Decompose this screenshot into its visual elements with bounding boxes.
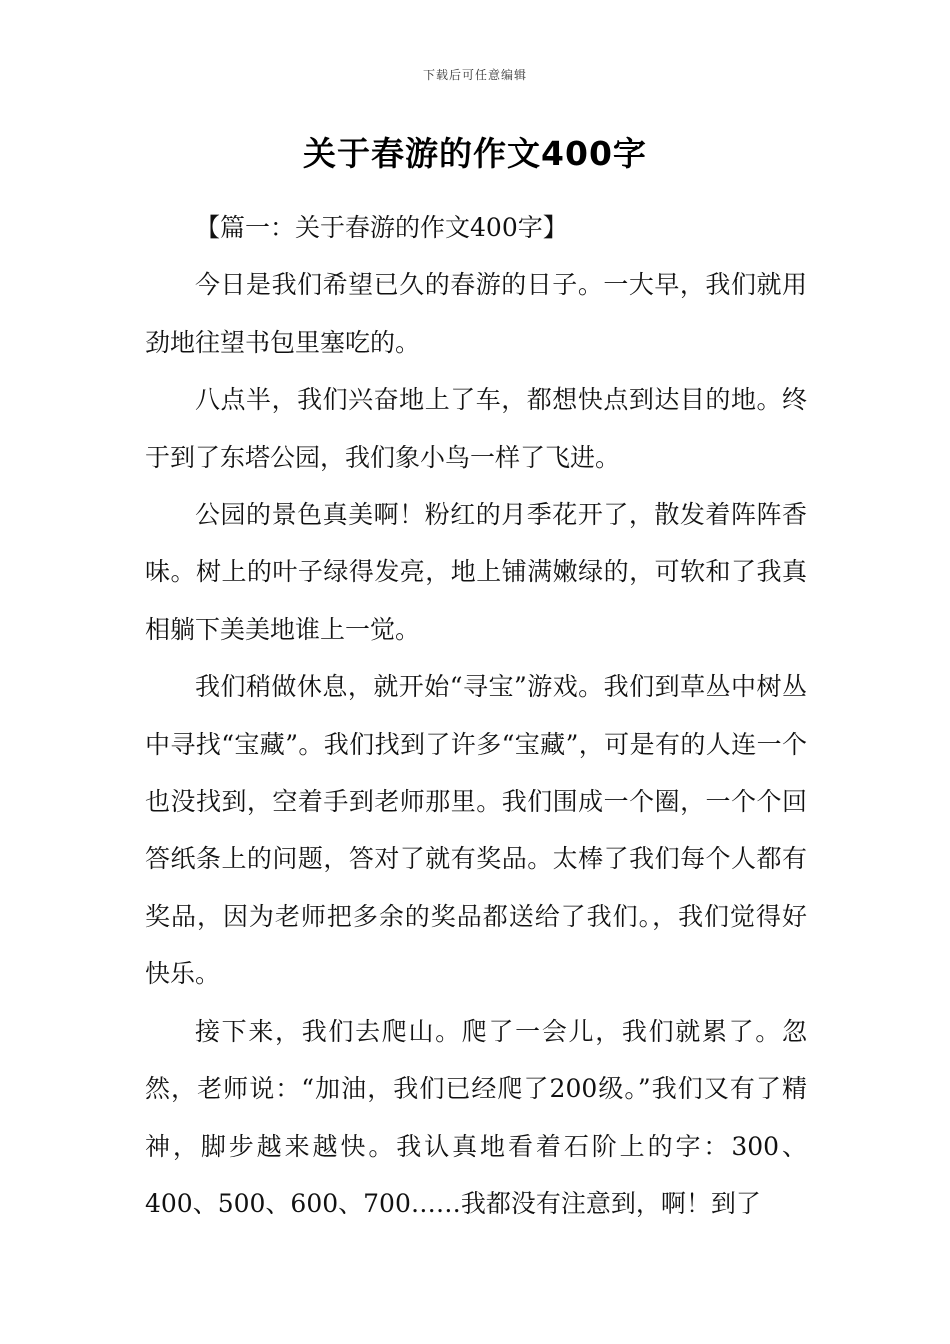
document-body [145, 199, 807, 1232]
paragraph-4: 我们稍做休息，就开始“寻宝”游戏。我们到草丛中树丛中寻找“宝藏”。我们找到了许多“宝藏”，可是有的人连一个也没找到，空着手到老师那里。我们围成一个圈，一个个回答纸条上的问题，答对了就有奖品。太棒了我们每个人都有奖品，因为老师把多余的奖品都送给了我们。，我们觉得好快乐。 [145, 672, 807, 989]
header-note: 下载后可任意编辑 [422, 68, 527, 82]
paragraph-1: 今日是我们希望已久的春游的日子。一大早，我们就用劲地往望书包里塞吃的。 [145, 270, 807, 357]
paragraph-3: 公园的景色真美啊！粉红的月季花开了，散发着阵阵香味。树上的叶子绿得发亮，地上铺满嫩绿的，可软和了我真相躺下美美地谁上一觉。 [145, 500, 807, 644]
document-title: 关于春游的作文400字 [303, 134, 647, 173]
section-heading: 【篇一：关于春游的作文400字】 [195, 213, 568, 242]
paragraph-2: 八点半，我们兴奋地上了车，都想快点到达目的地。终于到了东塔公园，我们象小鸟一样了飞进。 [145, 385, 807, 472]
paragraph-5: 接下来，我们去爬山。爬了一会儿，我们就累了。忽然，老师说：“加油，我们已经爬了200级。”我们又有了精神，脚步越来越快。我认真地看着石阶上的字：300、400、500、600、700……我都没有注意到，啊！到了 [145, 1016, 807, 1218]
